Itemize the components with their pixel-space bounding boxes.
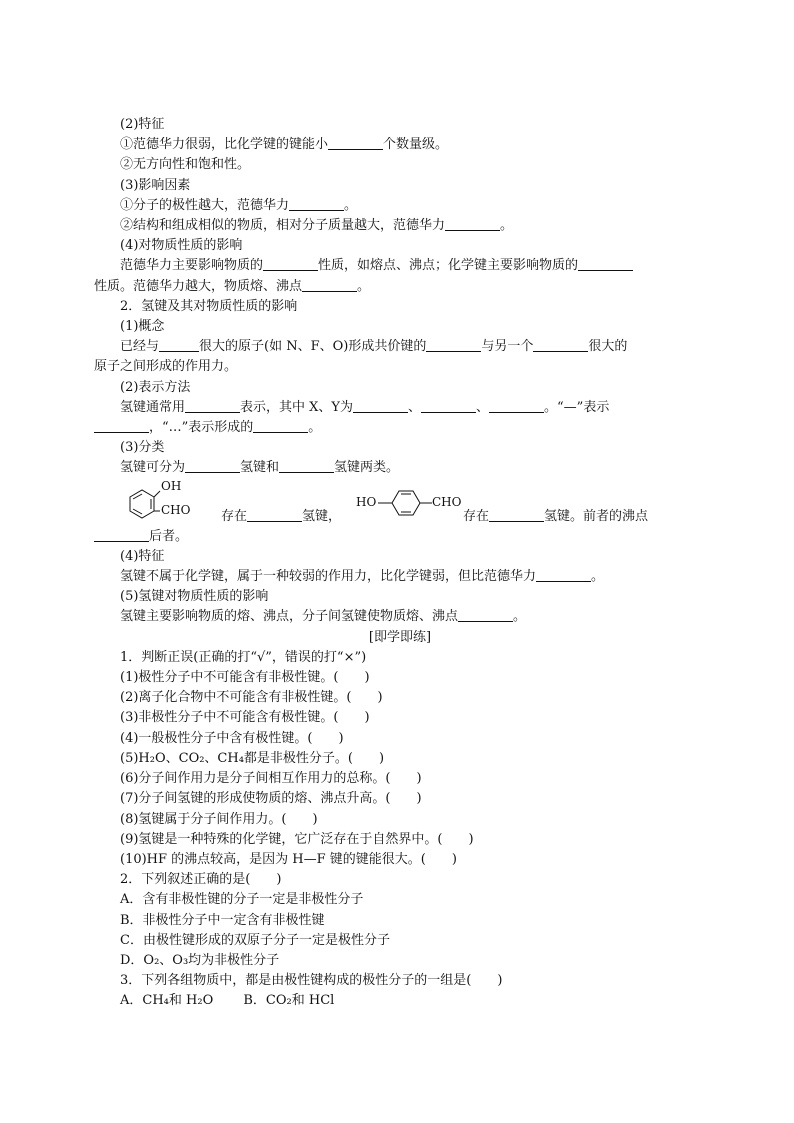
document-page <box>94 115 680 1012</box>
choice-option-c[interactable]: C．由极性键形成的双原子分子一定是极性分子 <box>120 932 390 948</box>
text-line: 原子之间形成的作用力。 <box>94 359 238 375</box>
section-heading: (1)概念 <box>120 319 165 335</box>
text-line: ①分子的极性越大，范德华力 。 <box>120 197 358 213</box>
judgement-item[interactable]: (1)极性分子中不可能含有非极性键。( ) <box>120 670 370 686</box>
choice-option-d[interactable]: D．O₂、O₃均为非极性分子 <box>120 952 280 968</box>
text-line: ，“…”表示形成的 。 <box>94 418 680 438</box>
text-line: ②结构和组成相似的物质，相对分子质量越大，范德华力 。 <box>120 218 514 234</box>
answer-blank[interactable] <box>302 278 357 292</box>
answer-blank[interactable] <box>536 568 591 582</box>
text-line: 氢键主要影响物质的熔、沸点，分子间氢键使物质熔、沸点 。 <box>120 609 527 625</box>
judgement-item[interactable]: (7)分子间氢键的形成使物质的熔、沸点升高。( ) <box>120 791 422 807</box>
text-line: 范德华力主要影响物质的 性质，如熔点、沸点；化学键主要影响物质的 <box>120 256 680 276</box>
answer-blank[interactable] <box>489 508 544 522</box>
question-title: 2．下列叙述正确的是( ) <box>120 872 282 888</box>
question-title: 1．判断正误(正确的打“√”，错误的打“×”) <box>120 649 367 665</box>
judgement-item[interactable]: (5)H₂O、CO₂、CH₄都是非极性分子。( ) <box>120 750 385 766</box>
answer-blank[interactable] <box>279 459 334 473</box>
answer-blank[interactable] <box>578 257 633 271</box>
answer-blank[interactable] <box>489 399 544 413</box>
choice-option-a[interactable]: A．含有非极性键的分子一定是非极性分子 <box>120 892 364 908</box>
text-line: 氢键通常用 表示，其中 X、Y为 、 、 。“—”表示 <box>120 399 610 415</box>
text-line: ①范德华力很弱，比化学键的键能小 个数量级。 <box>120 137 449 153</box>
answer-blank[interactable] <box>445 217 500 231</box>
section-heading: 2．氢键及其对物质性质的影响 <box>120 298 298 314</box>
answer-blank[interactable] <box>289 197 344 211</box>
judgement-item[interactable]: (3)非极性分子中不可能含有极性键。( ) <box>120 710 370 726</box>
section-heading: (2)特征 <box>120 117 165 132</box>
text-run: 存在 氢键， <box>221 508 342 524</box>
text-line: 氢键可分为 氢键和 氢键两类。 <box>120 460 400 476</box>
hydroxyl-label: OH <box>161 478 182 493</box>
answer-blank[interactable] <box>94 528 149 542</box>
answer-blank[interactable] <box>353 399 408 413</box>
section-heading: (2)表示方法 <box>120 379 191 395</box>
answer-blank[interactable] <box>426 338 481 352</box>
judgement-item[interactable]: (6)分子间作用力是分子间相互作用力的总称。( ) <box>120 771 422 787</box>
judgement-item[interactable]: (2)离子化合物中不可能含有非极性键。( ) <box>120 690 383 706</box>
text-line: ②无方向性和饱和性。 <box>120 157 251 173</box>
text-run: 存在 氢键。前者的沸点 <box>463 508 649 524</box>
answer-blank[interactable] <box>159 338 199 352</box>
choice-option-b[interactable]: B．非极性分子中一定含有非极性键 <box>120 912 325 928</box>
question-title: 3．下列各组物质中，都是由极性键构成的极性分子的一组是( ) <box>120 973 503 989</box>
answer-blank[interactable] <box>533 338 588 352</box>
molecule-line <box>120 479 680 527</box>
section-heading: (5)氢键对物质性质的影响 <box>120 589 269 605</box>
answer-blank[interactable] <box>253 419 308 433</box>
answer-blank[interactable] <box>185 399 240 413</box>
section-heading: (3)分类 <box>120 440 165 456</box>
judgement-item[interactable]: (10)HF 的沸点较高，是因为 H—F 键的键能很大。( ) <box>120 851 457 867</box>
choice-options-ab[interactable]: A．CH₄和 H₂O B．CO₂和 HCl <box>120 993 335 1009</box>
answer-blank[interactable] <box>421 399 476 413</box>
hydroxyl-label: HO <box>356 494 377 509</box>
text-line: 性质。范德华力越大，物质熔、沸点 。 <box>94 278 371 294</box>
exercise-heading: [即学即练] <box>368 629 432 645</box>
text-line: 已经与 很大的原子(如 N、F、O)形成共价键的 与另一个 很大的 <box>120 339 628 355</box>
answer-blank[interactable] <box>458 608 513 622</box>
answer-blank[interactable] <box>185 459 240 473</box>
section-heading: (4)特征 <box>120 548 165 564</box>
aldehyde-label: CHO <box>161 502 191 517</box>
judgement-item[interactable]: (4)一般极性分子中含有极性键。( ) <box>120 730 344 746</box>
section-heading: (3)影响因素 <box>120 177 191 193</box>
judgement-item[interactable]: (9)氢键是一种特殊的化学键，它广泛存在于自然界中。( ) <box>120 831 474 847</box>
text-line: 后者。 <box>94 527 680 547</box>
answer-blank[interactable] <box>247 508 302 522</box>
answer-blank[interactable] <box>263 257 318 271</box>
aldehyde-label: CHO <box>432 494 462 509</box>
section-heading: (4)对物质性质的影响 <box>120 238 243 254</box>
o-hydroxybenzaldehyde-structure <box>120 479 215 527</box>
answer-blank[interactable] <box>94 419 149 433</box>
text-line: 氢键不属于化学键，属于一种较弱的作用力，比化学键弱，但比范德华力 。 <box>120 569 605 585</box>
judgement-item[interactable]: (8)氢键属于分子间作用力。( ) <box>120 811 318 827</box>
answer-blank[interactable] <box>328 136 383 150</box>
